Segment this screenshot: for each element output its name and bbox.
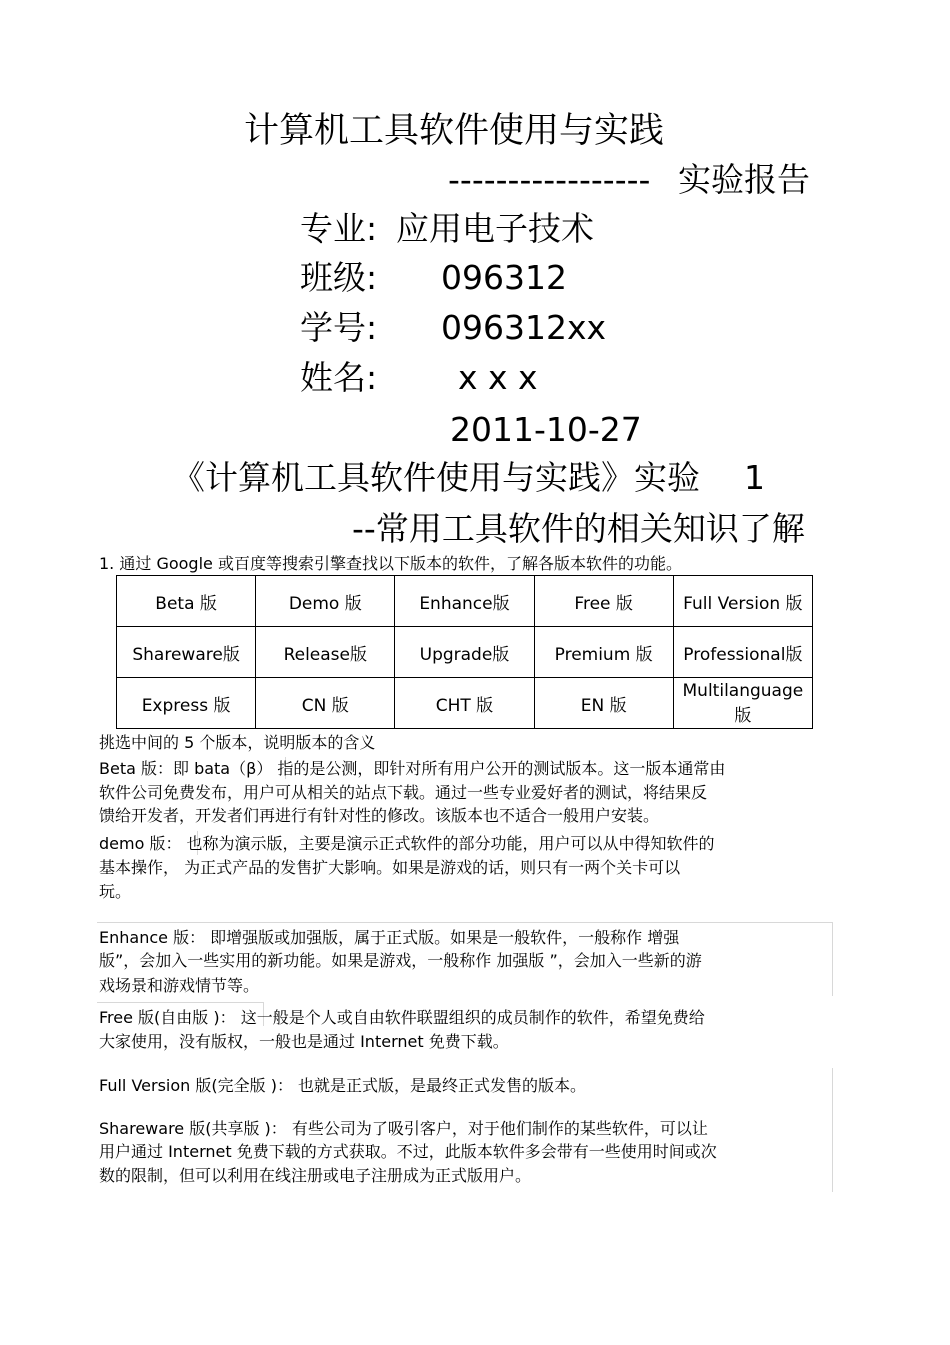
class-value: 096312 bbox=[441, 258, 567, 297]
shareware-line-2: 用户通过 Internet 免费下载的方式获取。不过，此版本软件多会带有一些使用时间或次 bbox=[99, 1142, 717, 1161]
demo-line-3: 玩。 bbox=[99, 882, 132, 901]
table-cell: Shareware版 bbox=[117, 627, 256, 678]
report-title: 计算机工具软件使用与实践 bbox=[244, 111, 665, 151]
demo-line-1: demo 版： 也称为演示版，主要是演示正式软件的部分功能，用户可以从中得知软件的 bbox=[99, 834, 715, 853]
shareware-line-1: Shareware 版(共享版 )： 有些公司为了吸引客户，对于他们制作的某些软件，可以让 bbox=[99, 1119, 708, 1138]
beta-line-2: 软件公司免费发布，用户可从相关的站点下载。通过一些专业爱好者的测试，将结果反 bbox=[99, 783, 708, 802]
title-dashes: ----------------- bbox=[448, 160, 651, 199]
table-row bbox=[117, 627, 813, 678]
table-row bbox=[117, 678, 813, 729]
table-cell: Beta 版 bbox=[117, 576, 256, 627]
table-cell: Demo 版 bbox=[256, 576, 395, 627]
table-cell: Release版 bbox=[256, 627, 395, 678]
table-cell: CN 版 bbox=[256, 678, 395, 729]
divider bbox=[97, 922, 833, 923]
table-cell: Multilanguage 版 bbox=[673, 678, 812, 729]
table-cell: Full Version 版 bbox=[673, 576, 812, 627]
table-cell: Upgrade版 bbox=[395, 627, 534, 678]
experiment-title: 《计算机工具软件使用与实践》实验 bbox=[172, 458, 700, 497]
full-version-line-1: Full Version 版(完全版 )： 也就是正式版，是最终正式发售的版本。 bbox=[99, 1076, 587, 1095]
task-statement: 1. 通过 Google 或百度等搜索引擎查找以下版本的软件，了解各版本软件的功能。 bbox=[99, 554, 682, 573]
beta-line-3: 馈给开发者，开发者们再进行有针对性的修改。该版本也不适合一般用户安装。 bbox=[99, 806, 660, 825]
table-cell: Express 版 bbox=[117, 678, 256, 729]
demo-line-2: 基本操作， 为正式产品的发售扩大影响。如果是游戏的话，则只有一两个关卡可以 bbox=[99, 858, 681, 877]
divider bbox=[832, 1068, 833, 1192]
major-label: 专业: bbox=[300, 209, 378, 248]
instruction-line: 挑选中间的 5 个版本，说明版本的含义 bbox=[99, 733, 376, 752]
name-value: x x x bbox=[458, 358, 538, 397]
class-label: 班级: bbox=[300, 258, 378, 297]
table-cell: Professional版 bbox=[673, 627, 812, 678]
major-value: 应用电子技术 bbox=[396, 209, 594, 248]
student-id-value: 096312xx bbox=[441, 308, 607, 347]
experiment-number: 1 bbox=[744, 458, 765, 497]
enhance-line-3: 戏场景和游戏情节等。 bbox=[99, 976, 260, 995]
report-subtitle: 实验报告 bbox=[678, 160, 810, 199]
divider bbox=[97, 1002, 263, 1003]
table-cell: EN 版 bbox=[534, 678, 673, 729]
name-label: 姓名: bbox=[300, 358, 378, 397]
beta-line-1: Beta 版：即 bata（β） 指的是公测，即针对所有用户公开的测试版本。这一版本通常由 bbox=[99, 759, 726, 778]
table-cell: Premium 版 bbox=[534, 627, 673, 678]
divider bbox=[832, 922, 833, 996]
experiment-subtitle: --常用工具软件的相关知识了解 bbox=[352, 509, 805, 548]
table-cell: Enhance版 bbox=[395, 576, 534, 627]
enhance-line-1: Enhance 版： 即增强版或加强版，属于正式版。如果是一般软件，一般称作 增强 bbox=[99, 928, 680, 947]
free-line-1: Free 版(自由版 )： 这一般是个人或自由软件联盟组织的成员制作的软件，希望免费给 bbox=[99, 1008, 705, 1027]
shareware-line-3: 数的限制，但可以利用在线注册或电子注册成为正式版用户。 bbox=[99, 1166, 532, 1185]
table-cell: Free 版 bbox=[534, 576, 673, 627]
student-id-label: 学号: bbox=[300, 308, 378, 347]
free-line-2: 大家使用，没有版权，一般也是通过 Internet 免费下载。 bbox=[99, 1032, 509, 1051]
table-row bbox=[117, 576, 813, 627]
table-cell: CHT 版 bbox=[395, 678, 534, 729]
enhance-line-2: 版”，会加入一些实用的新功能。如果是游戏，一般称作 加强版 ”，会加入一些新的游 bbox=[99, 951, 702, 970]
versions-table bbox=[116, 575, 813, 729]
report-date: 2011-10-27 bbox=[450, 410, 642, 449]
